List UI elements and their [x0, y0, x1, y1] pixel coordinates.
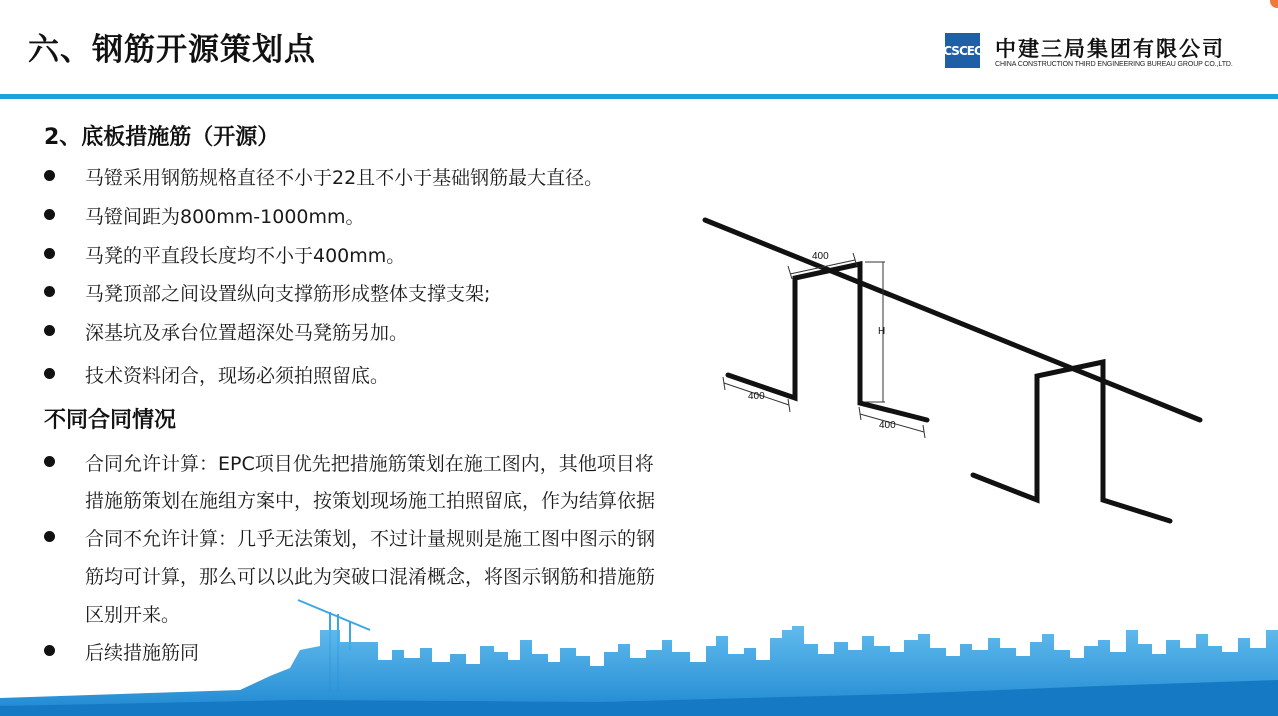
bullet-icon — [44, 170, 55, 181]
rebar-chair-right — [973, 362, 1170, 521]
rebar-chair-diagram — [690, 200, 1220, 540]
dim-label-height: H — [878, 326, 886, 337]
bullet-icon — [44, 456, 55, 467]
bullet-icon — [44, 209, 55, 220]
section-heading-contract: 不同合同情况 — [44, 408, 177, 433]
section-heading-base-slab: 2、底板措施筋（开源） — [44, 125, 280, 150]
slide-title: 六、钢筋开源策划点 — [28, 32, 316, 68]
cscec-logo-icon: CSCEC — [945, 33, 980, 68]
list-item-continuation: 筋均可计算，那么可以以此为突破口混淆概念，将图示钢筋和措施筋 — [85, 566, 656, 588]
list-item-continuation: 区别开来。 — [85, 604, 181, 626]
list-item-continuation: 措施筋策划在施组方案中，按策划现场施工拍照留底，作为结算依据 — [85, 490, 656, 512]
dim-label-right: 400 — [879, 420, 896, 431]
header-divider — [0, 94, 1278, 99]
corner-decoration — [1270, 0, 1278, 8]
company-name-en: CHINA CONSTRUCTION THIRD ENGINEERING BUREAU GROUP CO.,LTD. — [995, 61, 1233, 68]
dim-label-top: 400 — [812, 251, 829, 262]
bullet-icon — [44, 531, 55, 542]
bullet-icon — [44, 368, 55, 379]
company-logo — [945, 33, 1245, 73]
bullet-icon — [44, 286, 55, 297]
company-name-cn: 中建三局集团有限公司 — [995, 37, 1225, 61]
city-skyline-decoration — [0, 590, 1278, 716]
dim-label-left: 400 — [748, 391, 765, 402]
bullet-icon — [44, 248, 55, 259]
bullet-icon — [44, 325, 55, 336]
